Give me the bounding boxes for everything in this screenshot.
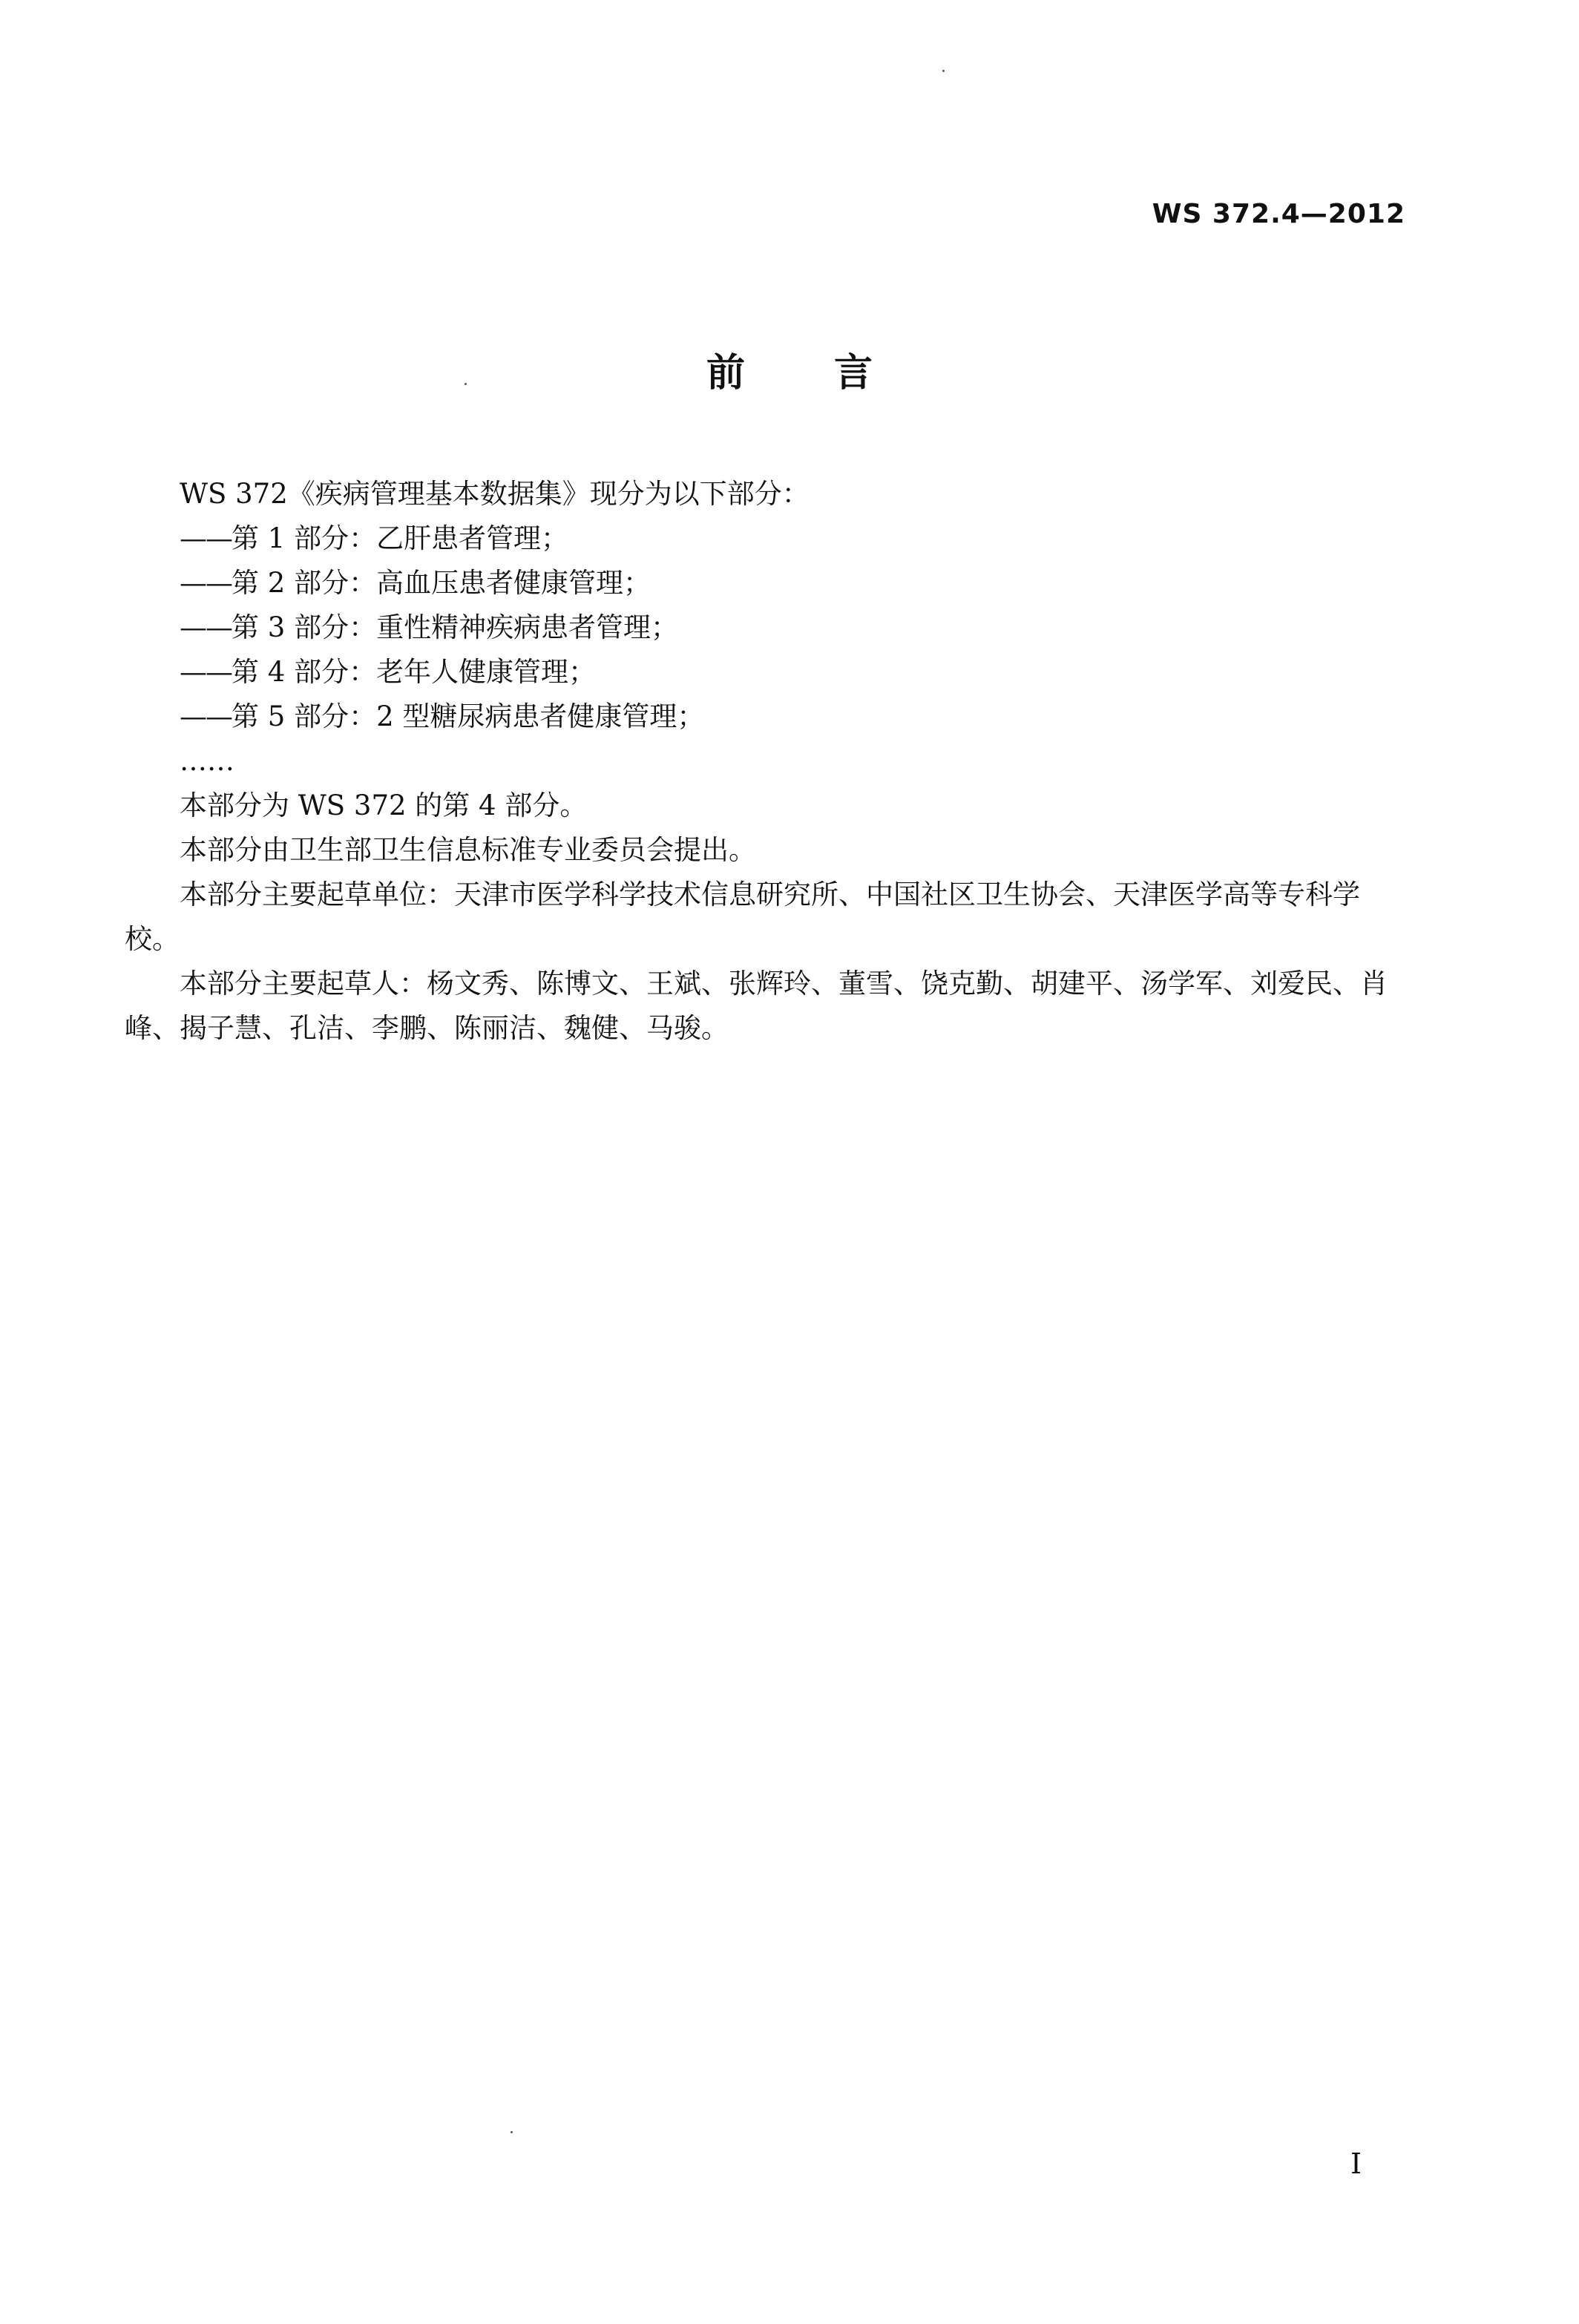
paragraph-drafters: 本部分主要起草人：杨文秀、陈博文、王斌、张辉玲、董雪、饶克勤、胡建平、汤学军、刘爱民、肖峰、揭子慧、孔洁、李鹏、陈丽洁、魏健、马骏。 (125, 968, 1388, 1044)
scan-speck (511, 2131, 513, 2133)
list-dash: —— (180, 611, 232, 643)
list-item-text: 第 5 部分：2 型糖尿病患者健康管理； (232, 700, 705, 732)
paragraph-part-statement: 本部分为 WS 372 的第 4 部分。 (180, 790, 588, 821)
list-dash: —— (180, 567, 232, 599)
list-item-text: 第 3 部分：重性精神疾病患者管理； (232, 611, 679, 643)
list-item-text: 第 4 部分：老年人健康管理； (232, 656, 597, 688)
paragraph-proposer: 本部分由卫生部卫生信息标准专业委员会提出。 (180, 834, 756, 866)
paragraph-drafting-units: 本部分主要起草单位：天津市医学科学技术信息研究所、中国社区卫生协会、天津医学高等专科学校。 (125, 879, 1360, 955)
list-item (125, 650, 1411, 695)
foreword-body (125, 472, 1411, 1051)
list-item-text: 第 2 部分：高血压患者健康管理； (232, 567, 651, 599)
scan-speck (464, 383, 467, 385)
list-item (125, 516, 1411, 561)
ellipsis: …… (180, 745, 234, 777)
list-dash: —— (180, 522, 232, 554)
scan-speck (942, 70, 945, 72)
page-number: I (1350, 2147, 1362, 2180)
list-item (125, 605, 1411, 650)
list-dash: —— (180, 700, 232, 732)
page-title: 前言 (706, 351, 962, 395)
standard-code: WS 372.4—2012 (1152, 199, 1405, 229)
list-dash: —— (180, 656, 232, 688)
list-item (125, 695, 1411, 739)
list-item-text: 第 1 部分：乙肝患者管理； (232, 522, 569, 554)
intro-paragraph: WS 372《疾病管理基本数据集》现分为以下部分： (180, 478, 810, 510)
list-item (125, 561, 1411, 605)
